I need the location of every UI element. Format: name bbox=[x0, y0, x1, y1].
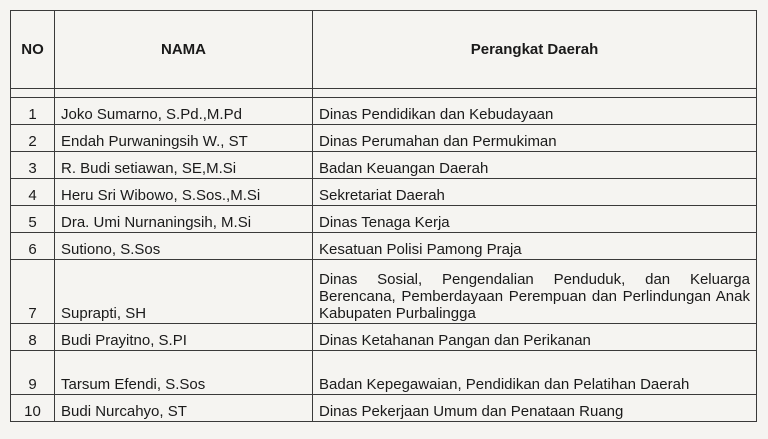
row-perangkat-daerah: Dinas Pekerjaan Umum dan Penataan Ruang bbox=[313, 395, 757, 422]
table-row bbox=[11, 351, 757, 395]
row-nama: Budi Nurcahyo, ST bbox=[55, 395, 313, 422]
row-perangkat-daerah: Kesatuan Polisi Pamong Praja bbox=[313, 233, 757, 260]
table-row bbox=[11, 395, 757, 422]
row-number: 6 bbox=[11, 233, 55, 260]
table-header-row bbox=[11, 11, 757, 89]
row-nama: R. Budi setiawan, SE,M.Si bbox=[55, 152, 313, 179]
spacer-cell bbox=[11, 89, 55, 98]
row-perangkat-daerah: Badan Kepegawaian, Pendidikan dan Pelatihan Daerah bbox=[313, 351, 757, 395]
row-number: 10 bbox=[11, 395, 55, 422]
table-row bbox=[11, 233, 757, 260]
table-row bbox=[11, 324, 757, 351]
row-nama: Endah Purwaningsih W., ST bbox=[55, 125, 313, 152]
row-perangkat-daerah: Dinas Sosial, Pengendalian Penduduk, dan Keluarga Berencana, Pemberdayaan Perempuan dan Perlindungan Anak Kabupaten Purbalingga bbox=[313, 260, 757, 324]
spacer-cell bbox=[55, 89, 313, 98]
row-number: 2 bbox=[11, 125, 55, 152]
row-number: 3 bbox=[11, 152, 55, 179]
header-no: NO bbox=[11, 11, 55, 89]
row-nama: Sutiono, S.Sos bbox=[55, 233, 313, 260]
row-number: 1 bbox=[11, 98, 55, 125]
table-row bbox=[11, 206, 757, 233]
row-perangkat-daerah: Sekretariat Daerah bbox=[313, 179, 757, 206]
header-perangkat-daerah: Perangkat Daerah bbox=[313, 11, 757, 89]
row-nama: Budi Prayitno, S.PI bbox=[55, 324, 313, 351]
row-number: 7 bbox=[11, 260, 55, 324]
spacer-cell bbox=[313, 89, 757, 98]
row-perangkat-daerah: Dinas Tenaga Kerja bbox=[313, 206, 757, 233]
row-nama: Heru Sri Wibowo, S.Sos.,M.Si bbox=[55, 179, 313, 206]
row-number: 9 bbox=[11, 351, 55, 395]
row-number: 5 bbox=[11, 206, 55, 233]
table-row bbox=[11, 125, 757, 152]
row-nama: Suprapti, SH bbox=[55, 260, 313, 324]
officials-table bbox=[10, 10, 757, 422]
row-perangkat-daerah: Badan Keuangan Daerah bbox=[313, 152, 757, 179]
row-perangkat-daerah: Dinas Perumahan dan Permukiman bbox=[313, 125, 757, 152]
table-row bbox=[11, 179, 757, 206]
row-perangkat-daerah: Dinas Pendidikan dan Kebudayaan bbox=[313, 98, 757, 125]
row-number: 8 bbox=[11, 324, 55, 351]
row-number: 4 bbox=[11, 179, 55, 206]
spacer-row bbox=[11, 89, 757, 98]
table-row bbox=[11, 98, 757, 125]
row-nama: Tarsum Efendi, S.Sos bbox=[55, 351, 313, 395]
table-row bbox=[11, 152, 757, 179]
row-nama: Dra. Umi Nurnaningsih, M.Si bbox=[55, 206, 313, 233]
row-perangkat-daerah: Dinas Ketahanan Pangan dan Perikanan bbox=[313, 324, 757, 351]
row-nama: Joko Sumarno, S.Pd.,M.Pd bbox=[55, 98, 313, 125]
table-row bbox=[11, 260, 757, 324]
header-nama: NAMA bbox=[55, 11, 313, 89]
